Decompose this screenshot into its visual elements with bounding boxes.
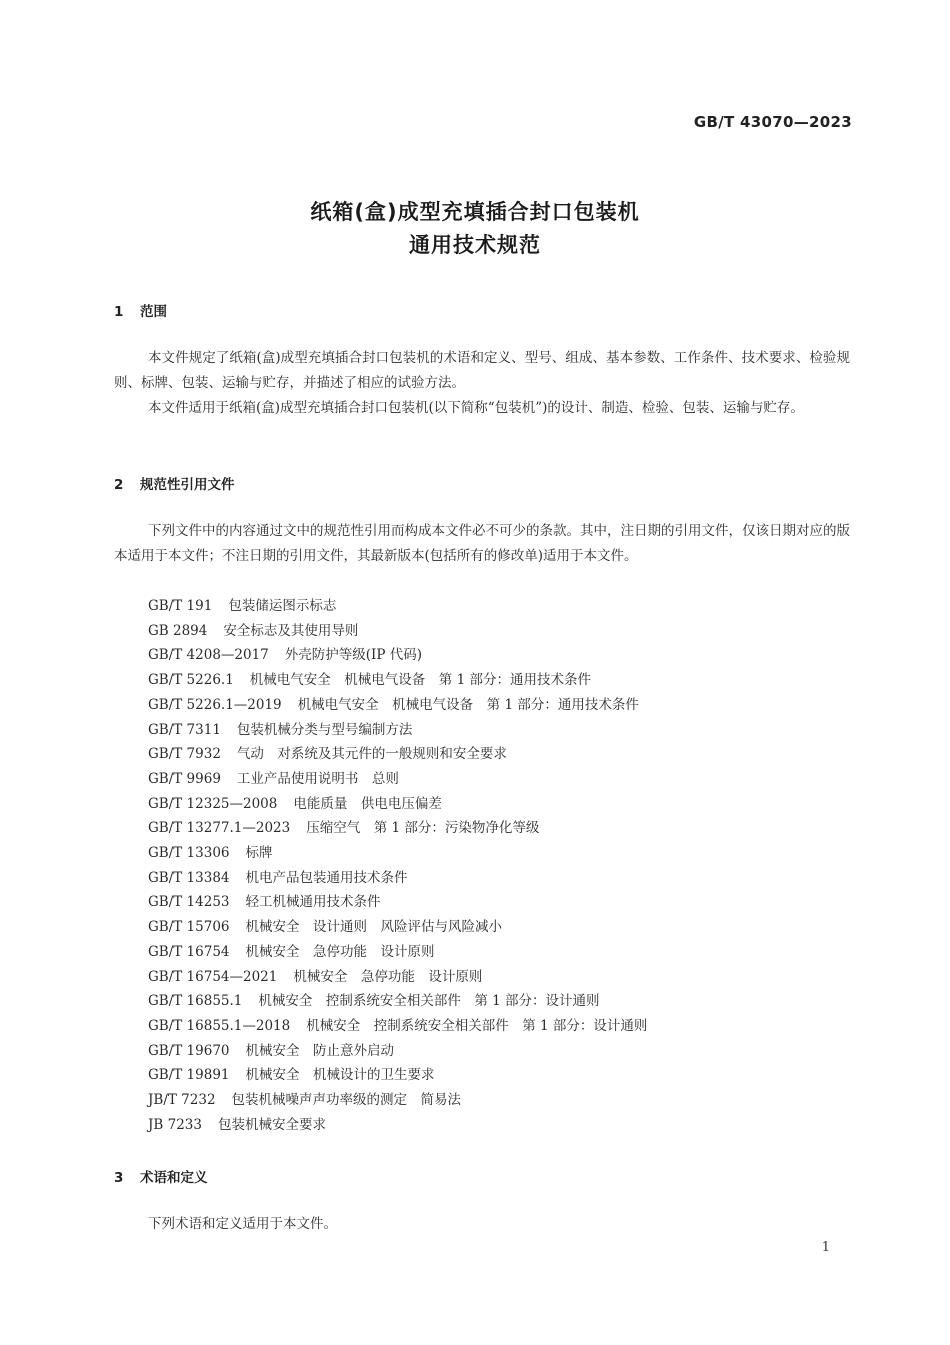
normative-references-list: [148, 594, 647, 1137]
reference-title: 机械安全 控制系统安全相关部件 第 1 部分：设计通则: [306, 1017, 648, 1034]
reference-item: [148, 619, 647, 644]
reference-code: GB/T 7311: [148, 721, 221, 738]
section-2-title: 规范性引用文件: [140, 477, 235, 493]
section-3-number: 3: [114, 1170, 124, 1186]
reference-item: [148, 1063, 647, 1088]
section-1-paragraph-2: 本文件适用于纸箱(盒)成型充填插合封口包装机(以下简称“包装机”)的设计、制造、检验、包装、运输与贮存。: [148, 400, 804, 416]
reference-code: JB/T 7232: [148, 1092, 216, 1109]
reference-title: 机械安全 设计通则 风险评估与风险减小: [245, 919, 502, 936]
section-1-number: 1: [114, 304, 124, 320]
reference-title: 工业产品使用说明书 总则: [236, 770, 399, 787]
reference-title: 包装机械安全要求: [217, 1116, 326, 1133]
section-2-number: 2: [114, 477, 124, 493]
reference-code: GB/T 16855.1—2018: [148, 1017, 291, 1034]
reference-title: 安全标志及其使用导则: [223, 622, 359, 639]
reference-item: [148, 1113, 647, 1138]
document-title-line1: 纸箱(盒)成型充填插合封口包装机: [310, 200, 640, 224]
section-1-heading: [114, 300, 167, 320]
section-1-title: 范围: [140, 304, 167, 320]
reference-code: GB/T 15706: [148, 919, 230, 936]
standard-code: GB/T 43070—2023: [693, 113, 852, 131]
page-number: 1: [821, 1240, 830, 1255]
reference-code: GB 2894: [148, 622, 208, 639]
reference-title: 机电产品包装通用技术条件: [245, 869, 408, 886]
section-3-title: 术语和定义: [140, 1170, 208, 1186]
reference-code: GB/T 16855.1: [148, 993, 243, 1010]
reference-item: [148, 767, 647, 792]
reference-item: [148, 668, 647, 693]
reference-title: 外壳防护等级(IP 代码): [284, 647, 423, 664]
reference-item: [148, 594, 647, 619]
reference-code: GB/T 191: [148, 598, 213, 614]
reference-title: 电能质量 供电电压偏差: [293, 795, 442, 812]
reference-item: [148, 915, 647, 940]
reference-item: [148, 643, 647, 668]
section-2-heading: [114, 473, 235, 493]
reference-title: 轻工机械通用技术条件: [245, 894, 381, 911]
reference-code: GB/T 5226.1: [148, 672, 234, 689]
reference-code: GB/T 12325—2008: [148, 795, 278, 812]
reference-title: 机械安全 机械设计的卫生要求: [245, 1067, 435, 1084]
reference-title: 机械安全 防止意外启动: [245, 1042, 394, 1059]
reference-title: 标牌: [245, 845, 273, 862]
reference-title: 机械安全 急停功能 设计原则: [245, 943, 435, 960]
reference-title: 气动 对系统及其元件的一般规则和安全要求: [236, 746, 507, 763]
reference-item: [148, 718, 647, 743]
reference-code: GB/T 5226.1—2019: [148, 696, 282, 713]
reference-code: GB/T 14253: [148, 894, 230, 911]
section-3-heading: [114, 1166, 208, 1186]
reference-item: [148, 742, 647, 767]
reference-title: 包装储运图示标志: [228, 598, 337, 614]
reference-item: [148, 1039, 647, 1064]
reference-item: [148, 965, 647, 990]
reference-title: 机械安全 控制系统安全相关部件 第 1 部分：设计通则: [258, 993, 600, 1010]
reference-code: GB/T 16754—2021: [148, 968, 278, 985]
reference-code: GB/T 13306: [148, 845, 230, 862]
reference-code: GB/T 13277.1—2023: [148, 820, 291, 837]
reference-title: 压缩空气 第 1 部分：污染物净化等级: [306, 820, 540, 837]
reference-code: GB/T 9969: [148, 770, 221, 787]
reference-item: [148, 816, 647, 841]
document-title-line2: 通用技术规范: [409, 233, 541, 257]
reference-item: [148, 890, 647, 915]
reference-item: [148, 693, 647, 718]
section-1-paragraph-1: 本文件规定了纸箱(盒)成型充填插合封口包装机的术语和定义、型号、组成、基本参数、工作条件、技术要求、检验规则、标牌、包装、运输与贮存，并描述了相应的试验方法。: [114, 350, 850, 391]
reference-code: GB/T 16754: [148, 943, 230, 960]
reference-code: GB/T 4208—2017: [148, 647, 269, 664]
reference-code: GB/T 7932: [148, 746, 221, 763]
reference-title: 机械电气安全 机械电气设备 第 1 部分：通用技术条件: [297, 696, 639, 713]
reference-title: 包装机械噪声声功率级的测定 简易法: [231, 1092, 462, 1109]
reference-code: GB/T 13384: [148, 869, 230, 886]
reference-item: [148, 841, 647, 866]
reference-title: 机械电气安全 机械电气设备 第 1 部分：通用技术条件: [249, 672, 591, 689]
reference-title: 机械安全 急停功能 设计原则: [293, 968, 483, 985]
reference-item: [148, 866, 647, 891]
reference-item: [148, 940, 647, 965]
reference-item: [148, 1088, 647, 1113]
reference-code: GB/T 19891: [148, 1067, 230, 1084]
reference-code: GB/T 19670: [148, 1042, 230, 1059]
reference-item: [148, 792, 647, 817]
section-3-paragraph-1: 下列术语和定义适用于本文件。: [148, 1216, 337, 1232]
reference-item: [148, 989, 647, 1014]
reference-title: 包装机械分类与型号编制方法: [236, 721, 413, 738]
section-2-paragraph-1: 下列文件中的内容通过文中的规范性引用而构成本文件必不可少的条款。其中，注日期的引用文件，仅该日期对应的版本适用于本文件；不注日期的引用文件，其最新版本(包括所有的修改单)适用于本文件。: [114, 523, 850, 564]
reference-code: JB 7233: [148, 1116, 202, 1133]
reference-item: [148, 1014, 647, 1039]
